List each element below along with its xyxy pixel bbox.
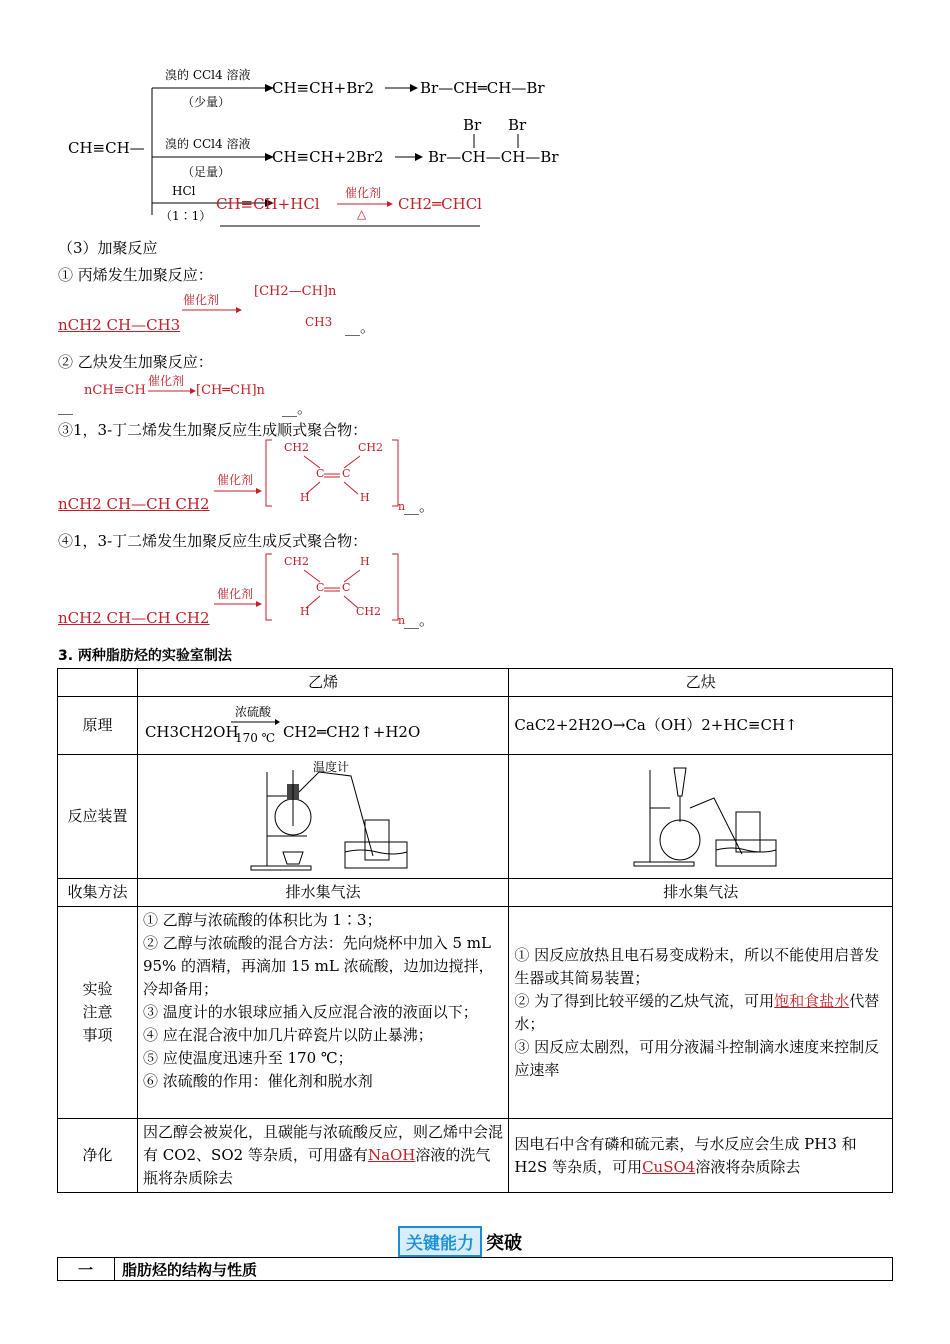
thermometer-label: 温度计: [312, 759, 349, 774]
ethylene-collect: 排水集气法: [137, 879, 508, 907]
acetylene-collect: 排水集气法: [509, 879, 893, 907]
trans-struct-ch2-left: CH2: [284, 555, 310, 568]
acetylene-poly-catalyst: 催化剂: [148, 374, 185, 388]
branch2-condition-top: 溴的 CCl4 溶液: [165, 137, 251, 151]
acetylene-principle: CaC2+2H2O→Ca（OH）2+HC≡CH↑: [509, 697, 893, 755]
trans-struct-h-left: H: [300, 605, 310, 618]
cis-struct-h-left: H: [300, 491, 310, 504]
section3-title: 3. 两种脂肪烃的实验室制法: [58, 648, 232, 664]
trans-end: __。: [404, 611, 435, 629]
branch2-equation: CH≡CH+2Br2: [272, 148, 384, 166]
propylene-end: __。: [345, 318, 376, 336]
ethylene-note-6: ⑥ 浓硫酸的作用：催化剂和脱水剂: [142, 1072, 373, 1090]
trans-struct-h-right: H: [360, 555, 370, 568]
acetylene-note-2-suffix: 代替水；: [514, 991, 880, 1033]
section-number: 一: [78, 1261, 94, 1279]
col-header-ethylene: 乙烯: [137, 669, 508, 697]
branch1-product: Br—CH═CH—Br: [420, 79, 545, 97]
propylene-label: ① 丙烯发生加聚反应：: [58, 266, 213, 284]
ethylene-apparatus-drawing: [243, 762, 423, 874]
acetylene-poly-end: __。: [282, 399, 313, 417]
acetylene-note-2-answer: 饱和食盐水: [774, 991, 850, 1010]
section-title: 脂肪烃的结构与性质: [122, 1261, 258, 1279]
trans-struct-c-right: C: [342, 581, 351, 594]
section-bar: [57, 1257, 893, 1281]
trans-struct-ch2-right: CH2: [356, 605, 382, 618]
ethylene-principle-arrow: [229, 718, 281, 726]
cis-label: ③1，3-丁二烯发生加聚反应生成顺式聚合物：: [58, 421, 368, 439]
ethylene-note-1: ① 乙醇与浓硫酸的体积比为 1∶3；: [142, 911, 382, 929]
row-label-collect: 收集方法: [58, 879, 138, 907]
propylene-product-ch3: CH3: [305, 315, 333, 329]
acetylene-purify-answer: CuSO4: [642, 1157, 696, 1176]
ethylene-principle-cond-bottom: 170 ℃: [234, 730, 276, 745]
row-label-principle: 原理: [58, 697, 138, 755]
acetylene-note-3: ③ 因反应太剧烈，可用分液漏斗控制滴水速度来控制反应速率: [514, 1037, 880, 1079]
trans-arrow: [212, 600, 264, 608]
ethylene-principle-cond-top: 浓硫酸: [234, 704, 271, 719]
ethylene-principle-right: CH2═CH2↑+H2O: [282, 722, 421, 741]
acetylene-note-1: ① 因反应放热且电石易变成粉末，所以不能使用启普发生器或其简易装置；: [514, 945, 880, 987]
acetylene-purify-suffix: 溶液将杂质除去: [695, 1157, 801, 1176]
branch3-condition-top: HCl: [172, 184, 196, 198]
acetylene-purify: [509, 1119, 893, 1193]
key-ability-badge: [398, 1226, 522, 1257]
branch3-product: CH2═CHCl: [398, 195, 482, 213]
ethylene-note-4: ④ 应在混合液中加几片碎瓷片以防止暴沸；: [142, 1026, 433, 1044]
trans-label: ④1，3-丁二烯发生加聚反应生成反式聚合物：: [58, 532, 368, 550]
ethylene-note-3: ③ 温度计的水银球应插入反应混合液的液面以下；: [142, 1003, 478, 1021]
branch3-heat: △: [357, 207, 367, 221]
acetylene-purify-prefix: 因电石中含有磷和硫元素，与水反应会生成 PH3 和 H2S 等杂质，可用: [514, 1134, 857, 1176]
cis-end: __。: [404, 497, 435, 515]
cis-struct-c-right: C: [342, 467, 351, 480]
ethylene-principle-left: CH3CH2OH: [144, 722, 239, 741]
trans-catalyst: 催化剂: [217, 587, 254, 601]
cis-struct-h-right: H: [360, 491, 370, 504]
acetylene-poly-arrow: [146, 387, 198, 395]
acetylene-poly-label: ② 乙炔发生加聚反应：: [58, 353, 213, 371]
lab-prep-table: [57, 668, 893, 1193]
ethylene-purify-prefix: 因乙醇会被炭化，且碳能与浓硫酸反应，则乙烯中会混有 CO2、SO2 等杂质，可用盛有: [142, 1123, 503, 1164]
acetylene-poly-product: [CH═CH]n: [196, 383, 265, 398]
ethylene-purify: [137, 1119, 508, 1193]
row-label-apparatus: 反应装置: [58, 755, 138, 879]
key-ability-suffix: 突破: [486, 1233, 522, 1254]
branch1-condition-top: 溴的 CCl4 溶液: [165, 68, 251, 82]
branch1-equation: CH≡CH+Br2: [272, 79, 374, 97]
section-bar-divider: [114, 1258, 115, 1280]
cis-struct-ch2-left: CH2: [284, 441, 310, 454]
branch2-br-top-1: Br: [463, 116, 482, 134]
branch3-condition-bottom: （1∶1）: [160, 209, 212, 223]
propylene-catalyst: 催化剂: [183, 293, 220, 307]
ethylene-note-5: ⑤ 应使温度迅速升至 170 ℃；: [142, 1049, 353, 1067]
cis-arrow: [212, 487, 264, 495]
ethylene-apparatus: [137, 755, 508, 879]
trans-struct-n: n: [398, 614, 406, 627]
trans-answer: nCH2 CH—CH CH2: [58, 609, 210, 627]
ethylene-principle: [137, 697, 508, 755]
acetylene-poly-blank: __: [58, 397, 73, 415]
acetylene-note-2-prefix: ② 为了得到比较平缓的乙炔气流，可用: [514, 991, 775, 1010]
propylene-arrow: [180, 306, 244, 314]
acetylene-notes: [509, 907, 893, 1119]
trans-struct-c-left: C: [316, 581, 325, 594]
acetylene-start: CH≡CH—: [68, 139, 145, 157]
cis-struct-c-left: C: [316, 467, 325, 480]
branch3-catalyst: 催化剂: [345, 186, 382, 200]
branch3-equation: CH≡CH+HCl: [216, 195, 320, 213]
acetylene-poly-reactant: nCH≡CH: [84, 383, 146, 398]
cis-answer: nCH2 CH—CH CH2: [58, 495, 210, 513]
ethylene-purify-answer: NaOH: [367, 1146, 416, 1164]
ethylene-note-2: ② 乙醇与浓硫酸的混合方法：先向烧杯中加入 5 mL 95% 的酒精，再滴加 15 mL 浓硫酸，边加边搅拌，冷却备用；: [142, 934, 494, 998]
branch2-br-top-2: Br: [508, 116, 527, 134]
key-ability-label: 关键能力: [398, 1226, 482, 1257]
acetylene-apparatus-drawing: [624, 762, 784, 874]
propylene-product: [CH2—CH]n: [254, 284, 337, 299]
cis-catalyst: 催化剂: [217, 473, 254, 487]
branch2-condition-bottom: （足量）: [182, 165, 231, 179]
branch2-product: Br—CH—CH—Br: [428, 148, 559, 166]
col-header-acetylene: 乙炔: [509, 669, 893, 697]
ethylene-notes: [137, 907, 508, 1119]
acetylene-apparatus: [509, 755, 893, 879]
propylene-answer: nCH2 CH—CH3: [58, 316, 181, 334]
row-label-notes: 实验注意事项: [58, 907, 138, 1119]
acetylene-note-2: [514, 990, 887, 1036]
row-label-purify: 净化: [58, 1119, 138, 1193]
ethylene-purify-suffix: 溶液的洗气瓶将杂质除去: [142, 1146, 491, 1187]
table-corner: [58, 669, 138, 697]
branch1-condition-bottom: （少量）: [182, 95, 231, 109]
cis-struct-n: n: [398, 500, 406, 513]
cis-struct-ch2-right: CH2: [358, 441, 384, 454]
polymerization-heading: （3）加聚反应: [58, 239, 158, 257]
